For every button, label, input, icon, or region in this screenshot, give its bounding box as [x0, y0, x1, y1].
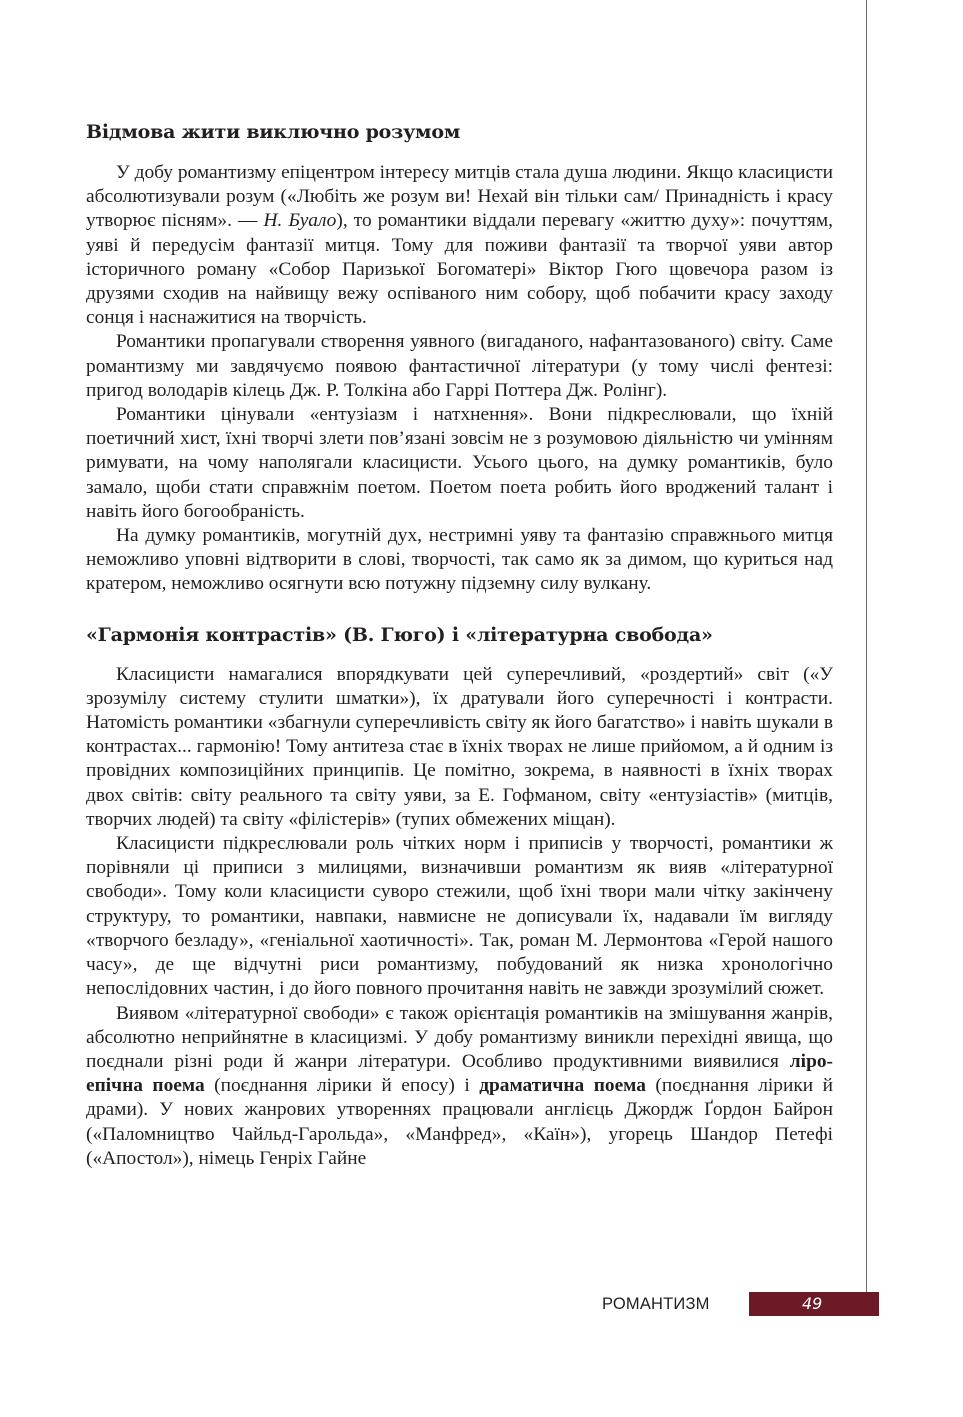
text-run: (поєднання лірики й драми). У нових жанрових утвореннях працювали англієць Джордж Ґордон Байрон («Паломництво Чайльд-Гарольда», «Манфред», «Каїн»), угорець Шандор Петефі («Апостол»), німець Генріх Гайне: [86, 1075, 834, 1169]
text-run: ), то романтики віддали перевагу «життю духу»: почуттям, уяві й передусім фантазії митця. Тому для поживи фантазії та творчої уяви автор історичного роману «Собор Паризької Богоматері» Віктор Гюго щовечора разом із друзями сходив на найвищу вежу оспіваного ним собору, щоб побачити красу заходу сонця і наснажитися на творчість.: [86, 210, 834, 329]
paragraph: Романтики пропагували створення уявного (вигаданого, нафантазованого) світу. Саме романтизму ми завдячуємо появою фантастичної літератури (у тому числі фентезі: пригод володарів кілець Дж. Р. Толкіна або Гаррі Поттера Дж. Ролінг).: [86, 331, 833, 401]
term-bold: драматична поема: [479, 1075, 646, 1097]
section-heading: Відмова жити виключно розумом: [86, 121, 461, 143]
citation-author: Н. Буало: [263, 210, 337, 232]
text-run: У добу романтизму епіцентром інтересу митців стала душа людини. Якщо класицисти абсолютизували розум («Любіть же розум ви! Нехай він тільки сам/ Принадність і красу утворює пісням». —: [86, 162, 833, 232]
running-footer-title: РОМАНТИЗМ: [602, 1295, 710, 1313]
page-body: [86, 113, 833, 1171]
text-run: (поєднання лірики й епосу) і: [204, 1075, 480, 1097]
term-bold: ліро-епічна поема: [86, 1050, 833, 1097]
paragraph: Класицисти підкреслювали роль чітких норм і приписів у творчості, романтики ж порівняли ці приписи з милицями, визначивши романтизм як вияв «літературної свободи». Тому коли класицисти суворо стежили, щоб їхні твори мали чітку закінчену структуру, то романтики, навпаки, навмисне не дописували їх, надавали їм вигляду «творчого безладу», «геніальної хаотичності». Так, роман М. Лермонтова «Герой нашого часу», де ще відчутні риси романтизму, побудований як низка хронологічно непослідовних частин, і до його повного прочитання навіть не завжди зрозумілий сюжет.: [86, 833, 833, 1000]
paragraph: Класицисти намагалися впорядкувати цей суперечливий, «роздертий» світ («У зрозумілу систему стулити шматки»), їх дратували його суперечності і контрасти. Натомість романтики «збагнули суперечливість світу як його багатство» і навіть шукали в контрастах... гармонію! Тому антитеза стає в їхніх творах не лише прийомом, а й одним із провідних композиційних принципів. Це помітно, зокрема, в наявності в їхніх творах двох світів: світу реального та світу уяви, за Е. Гофманом, світу «ентузіастів» (митців, творчих людей) та світу «філістерів» (тупих обмежених міщан).: [86, 663, 833, 830]
section-heading: «Гармонія контрастів» (В. Гюго) і «літературна свобода»: [86, 623, 713, 646]
paragraph: На думку романтиків, могутній дух, нестримні уяву та фантазію справжнього митця неможливо уповні відтворити в слові, творчості, так само як за димом, що куриться над кратером, неможливо осягнути всю потужну підземну силу вулкану.: [86, 525, 833, 595]
paragraph: [86, 1002, 833, 1171]
page-number-box: [749, 1292, 879, 1316]
paragraph: Романтики цінували «ентузіазм і натхнення». Вони підкреслювали, що їхній поетичний хист, їхні творчі злети пов’язані зовсім не з розумовою діяльністю чи умінням римувати, на чому наполягали класицисти. Усього цього, на думку романтиків, було замало, щоби стати справжнім поетом. Поетом поета робить його вроджений талант і навіть його богообраність.: [86, 404, 833, 522]
text-run: Виявом «літературної свободи» є також орієнтація романтиків на змішування жанрів, абсолютно неприйнятне в класицизмі. У добу романтизму виникли перехідні явища, що поєднали різні роди й жанри літератури. Особливо продуктивними виявилися: [86, 1002, 833, 1072]
page-edge-rule: [866, 0, 867, 1292]
page-number: 49: [802, 1294, 823, 1313]
paragraph: [86, 161, 833, 330]
